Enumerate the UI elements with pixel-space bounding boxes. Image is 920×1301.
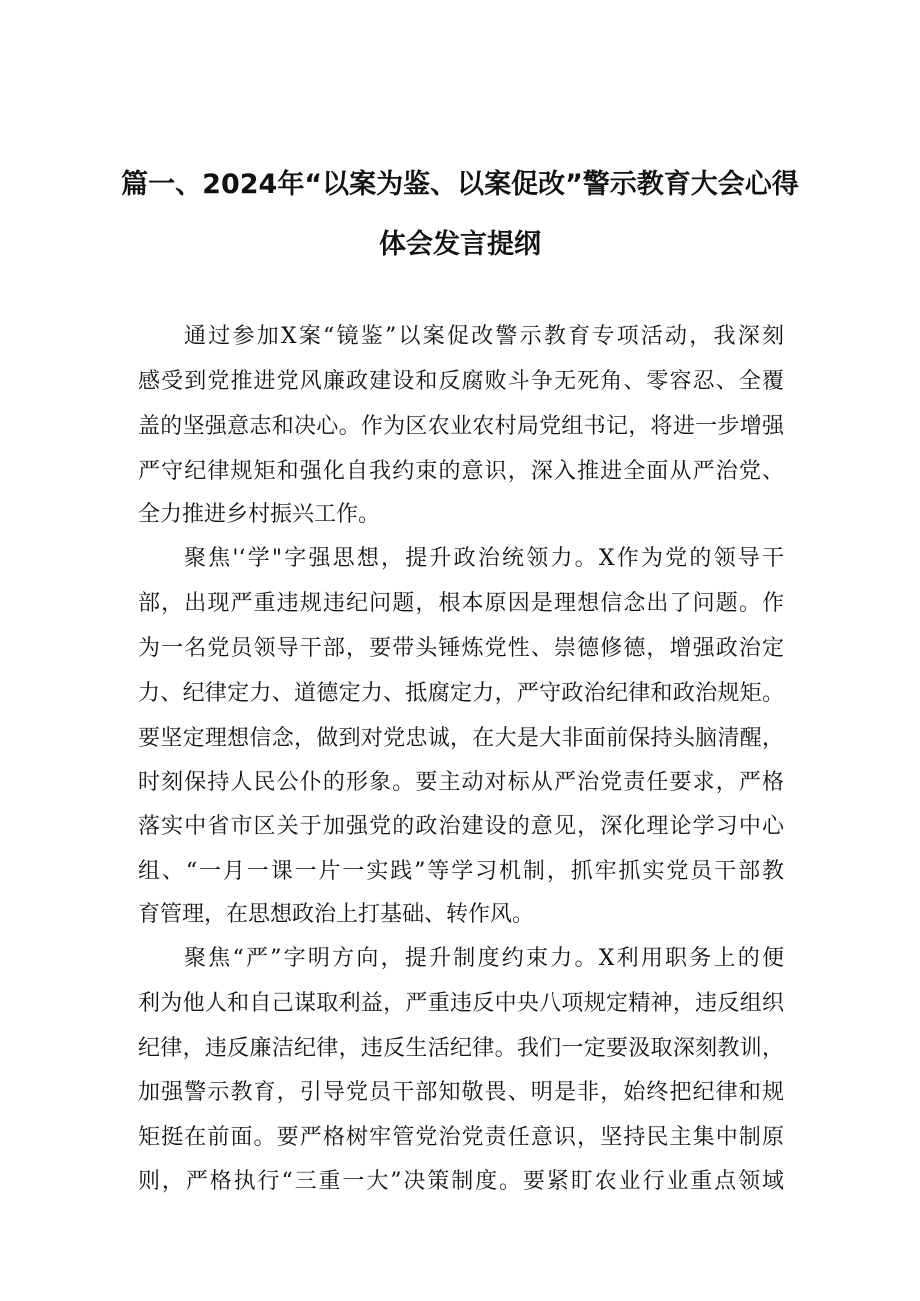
paragraph-2-line-4: 力、纪律定力、道德定力、抵腐定力，严守政治纪律和政治规矩。 — [138, 681, 784, 706]
paragraph-2-line-3: 为一名党员领导干部，要带头锤炼党性、崇德修德，增强政治定 — [138, 636, 784, 661]
paragraph-2-line-2: 部，出现严重违规违纪问题，根本原因是理想信念出了问题。作 — [138, 591, 784, 616]
paragraph-1-line-3: 盖的坚强意志和决心。作为区农业农村局党组书记，将进一步增强 — [138, 414, 784, 439]
paragraph-3-line-4: 加强警示教育，引导党员干部知敬畏、明是非，始终把纪律和规 — [138, 1080, 784, 1105]
paragraph-2-line-9: 育管理，在思想政治上打基础、转作风。 — [138, 902, 535, 927]
paragraph-3-line-6: 则，严格执行“三重一大”决策制度。要紧盯农业行业重点领域 — [138, 1169, 784, 1194]
paragraph-1-line-4: 严守纪律规矩和强化自我约束的意识，深入推进全面从严治党、 — [138, 459, 784, 484]
paragraph-1-line-5: 全力推进乡村振兴工作。 — [138, 502, 381, 527]
paragraph-3-line-5: 矩挺在前面。要严格树牢管党治党责任意识，坚持民主集中制原 — [138, 1125, 784, 1150]
paragraph-3-line-1: 聚焦“严”字明方向，提升制度约束力。X利用职务上的便 — [184, 946, 784, 971]
page-title-line-2: 体会发言提纲 — [379, 229, 541, 260]
paragraph-1-line-1: 通过参加X案“镜鉴”以案促改警示教育专项活动，我深刻 — [184, 324, 784, 349]
paragraph-3-line-3: 纪律，违反廉洁纪律，违反生活纪律。我们一定要汲取深刻教训， — [138, 1036, 784, 1061]
page-title-line-1: 篇一、2024年“以案为鉴、以案促改”警示教育大会心得 — [121, 169, 799, 200]
paragraph-2-line-6: 时刻保持人民公仆的形象。要主动对标从严治党责任要求，严格 — [138, 770, 784, 795]
paragraph-2-line-1: 聚焦'‘学"字强思想，提升政治统领力。X作为党的领导干 — [184, 546, 784, 571]
paragraph-3-line-2: 利为他人和自己谋取利益，严重违反中央八项规定精神，违反组织 — [138, 991, 784, 1016]
paragraph-1-line-2: 感受到党推进党风廉政建设和反腐败斗争无死角、零容忍、全覆 — [138, 369, 784, 394]
paragraph-2-line-5: 要坚定理想信念，做到对党忠诚，在大是大非面前保持头脑清醒， — [138, 726, 784, 751]
paragraph-2-line-8: 组、“一月一课一片一实践”等学习机制，抓牢抓实党员干部教 — [138, 859, 784, 884]
paragraph-2-line-7: 落实中省市区关于加强党的政治建设的意见，深化理论学习中心 — [138, 814, 784, 839]
